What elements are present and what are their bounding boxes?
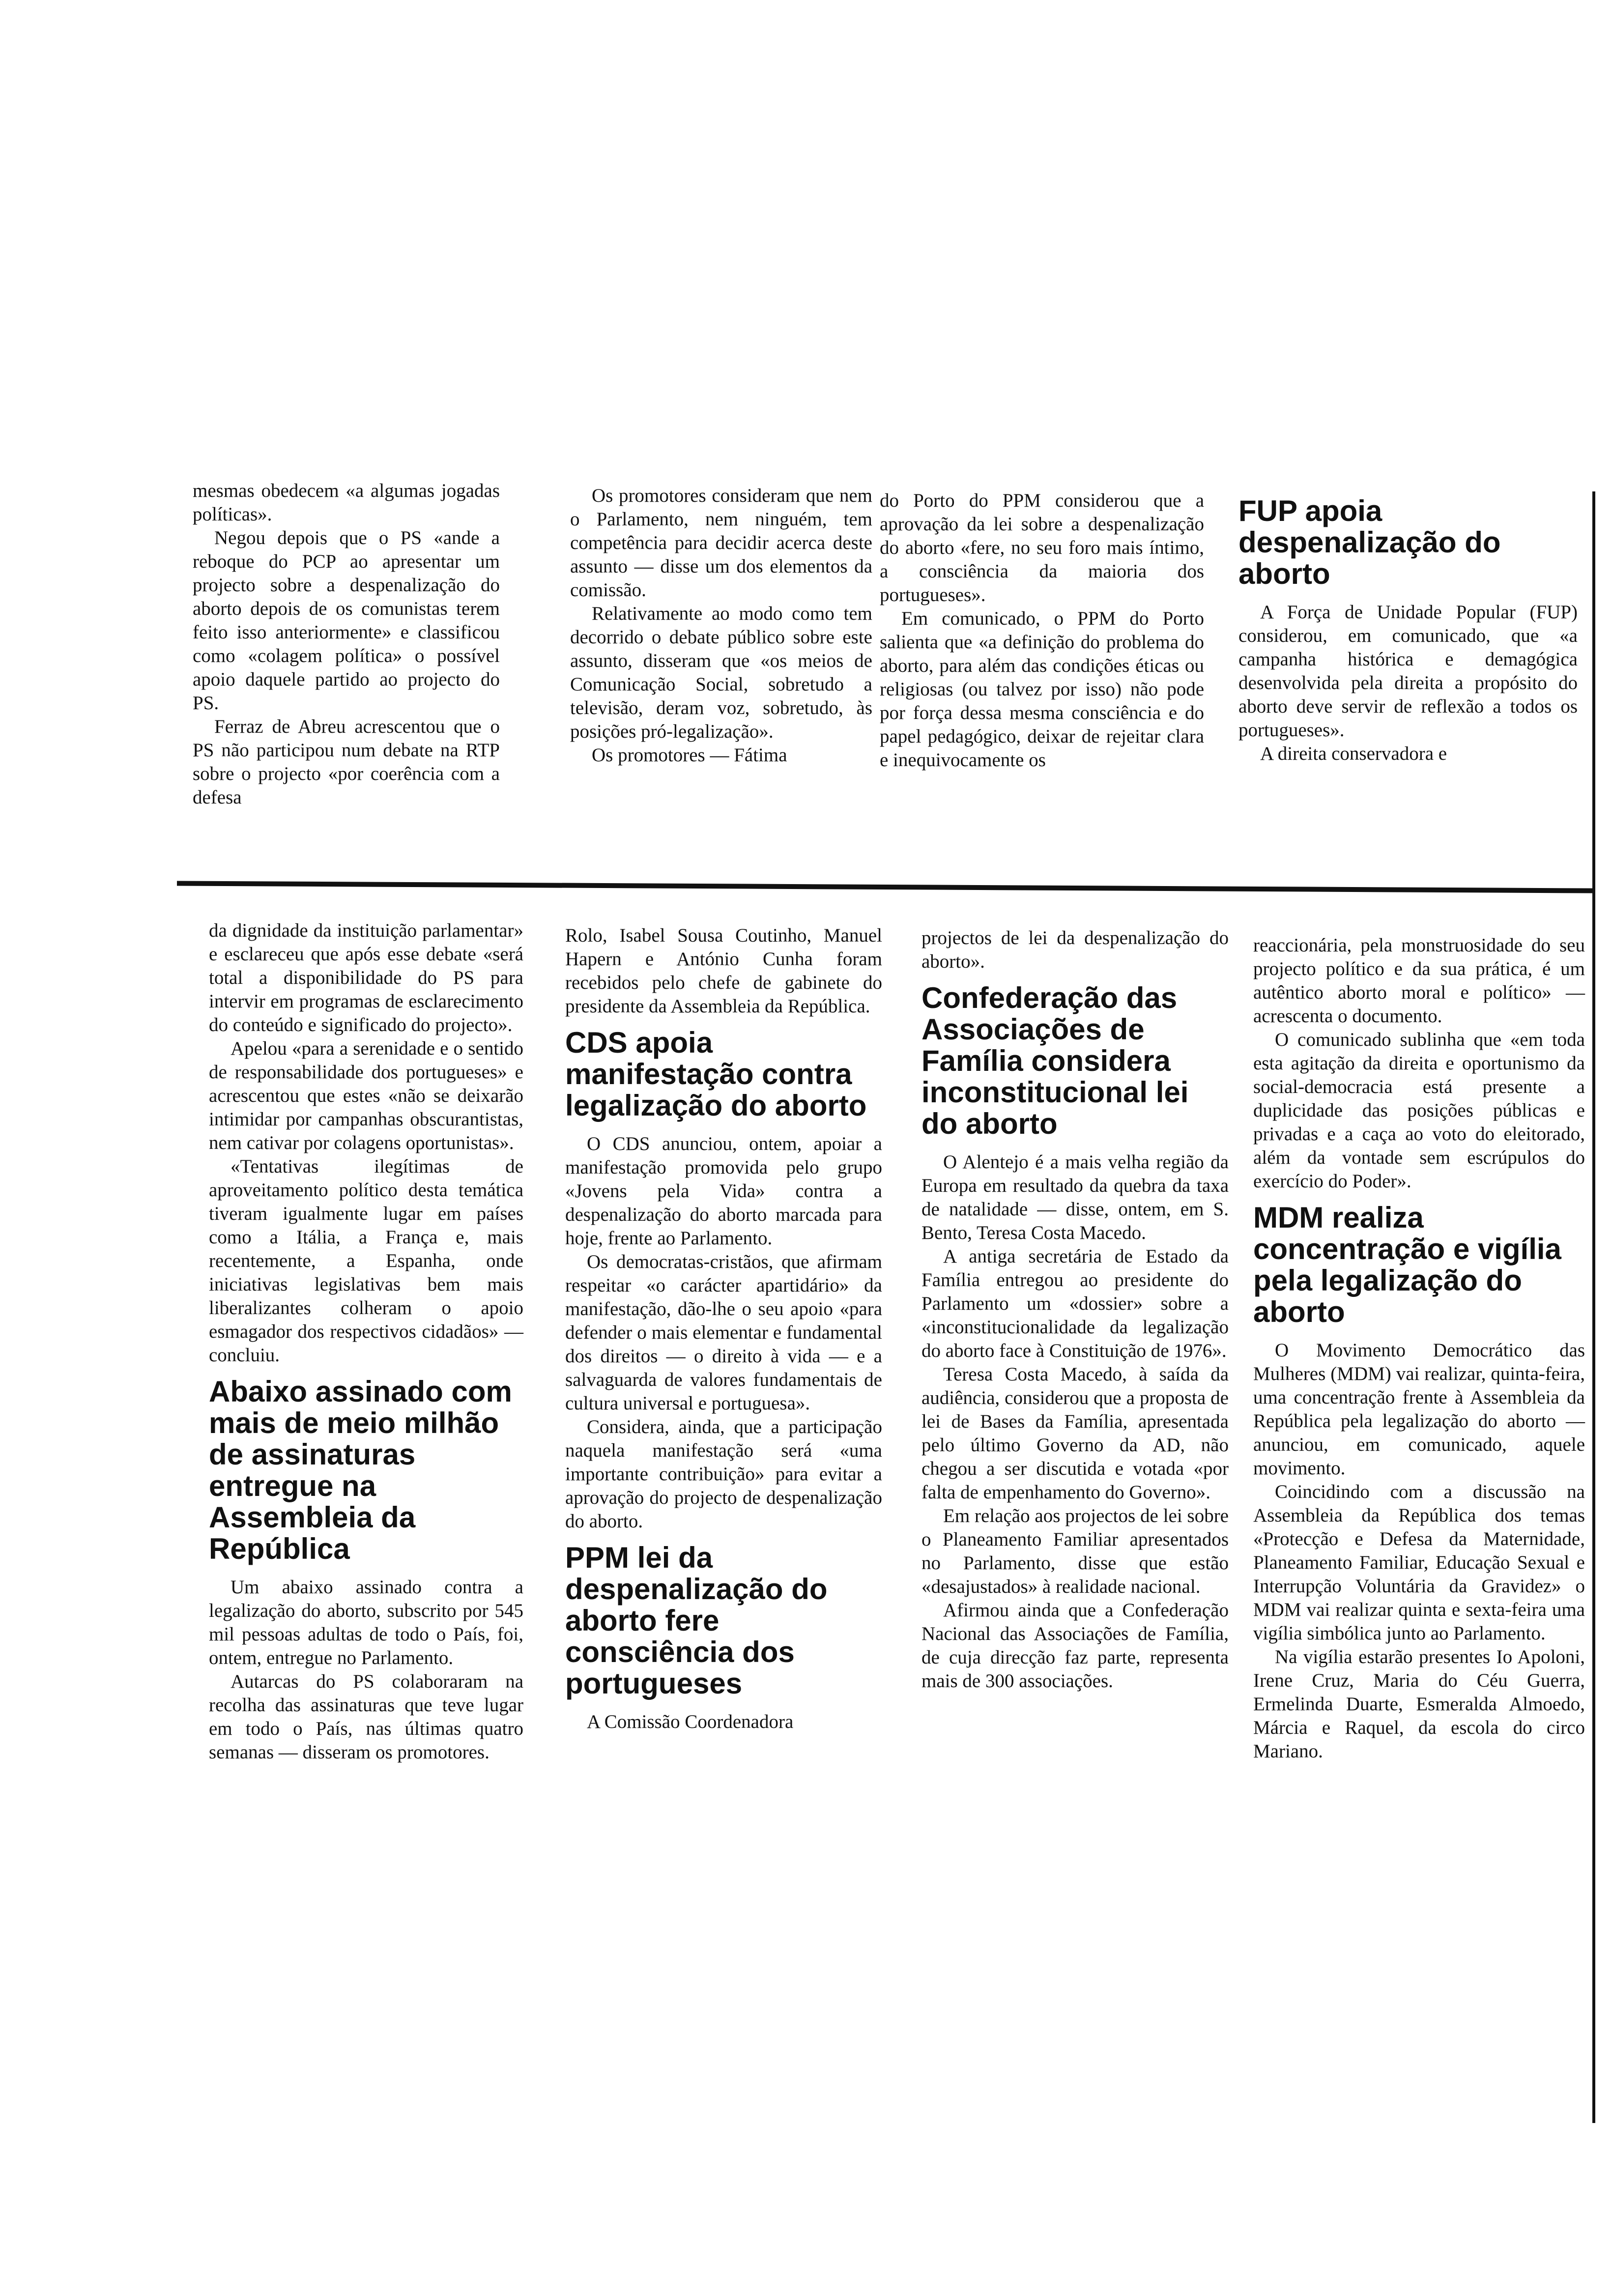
article-headline: MDM realiza concentração e vigília pela legalização do aborto — [1253, 1201, 1561, 1328]
top-column-4 — [1238, 487, 1578, 766]
right-border-rule — [1592, 491, 1595, 2123]
article-paragraph: Considera, ainda, que a participação naquela manifestação será «uma importante contribuição» para evitar a aprovação do projecto de despenalização do aborto. — [565, 1416, 882, 1532]
article-paragraph: da dignidade da instituição parlamentar» e esclareceu que após esse debate «será total a disponibilidade do PS para intervir em programas de esclarecimento do conteúdo e significado do projecto». — [209, 920, 523, 1035]
bottom-column-1 — [209, 919, 523, 1764]
article-paragraph: reaccionária, pela monstruosidade do seu projecto político e da sua prática, é um autêntico aborto moral e político» — acrescenta o documento. — [1253, 935, 1585, 1027]
article-paragraph: A antiga secretária de Estado da Família entregou ao presidente do Parlamento um «dossier» sobre a «inconstitucionalidade da legalização do aborto face à Constituição de 1976». — [921, 1246, 1229, 1361]
article-paragraph: A Comissão Coordenadora — [587, 1711, 794, 1732]
bottom-column-4 — [1253, 934, 1585, 1763]
article-paragraph: A direita conservadora e — [1260, 743, 1447, 764]
bottom-column-3 — [921, 926, 1229, 1693]
article-paragraph: Rolo, Isabel Sousa Coutinho, Manuel Hapern e António Cunha foram recebidos pelo chefe de gabinete do presidente da Assembleia da República. — [565, 925, 882, 1017]
article-paragraph: O Alentejo é a mais velha região da Europa em resultado da quebra da taxa de natalidade — disse, ontem, em S. Bento, Teresa Costa Macedo. — [921, 1151, 1229, 1243]
top-column-3 — [880, 489, 1204, 772]
article-paragraph: mesmas obedecem «a algumas jogadas políticas». — [193, 480, 500, 525]
article-paragraph: O Movimento Democrático das Mulheres (MDM) vai realizar, quinta-feira, uma concentração frente à Assembleia da República pela legalização do aborto — anunciou, em comunicado, aquele movimento. — [1253, 1340, 1585, 1479]
bottom-column-2 — [565, 924, 882, 1734]
article-paragraph: Relativamente ao modo como tem decorrido o debate público sobre este assunto, disseram que «os meios de Comunicação Social, sobretudo a televisão, deram voz, sobretudo, às posições pró-legalização». — [570, 603, 872, 742]
top-column-1 — [193, 479, 500, 809]
article-paragraph: Negou depois que o PS «ande a reboque do PCP ao apresentar um projecto sobre a despenalização do aborto depois de os comunistas terem feito isso anteriormente» e classificou como «colagem política» o possível apoio daquele partido ao projecto do PS. — [193, 527, 500, 714]
article-headline: Confederação das Associações de Família considera inconstitucional lei do aborto — [921, 981, 1189, 1140]
section-divider — [177, 881, 1592, 893]
article-headline: FUP apoia despenalização do aborto — [1238, 494, 1501, 590]
top-column-2 — [570, 484, 872, 767]
article-paragraph: Em relação aos projectos de lei sobre o Planeamento Familiar apresentados no Parlamento, disse que estão «desajustados» à realidade nacional. — [921, 1505, 1229, 1597]
article-paragraph: do Porto do PPM considerou que a aprovação da lei sobre a despenalização do aborto «fere, no seu foro mais íntimo, a consciência da maioria dos portugueses». — [880, 490, 1204, 605]
article-headline: CDS apoia manifestação contra legalização do aborto — [565, 1026, 867, 1122]
article-paragraph: Os democratas-cristãos, que afirmam respeitar «o carácter apartidário» da manifestação, dão-lhe o seu apoio «para defender o mais elementar e fundamental dos direitos — o direito à vida — e a salvaguarda de valores fundamentais de cultura universal e portuguesa». — [565, 1251, 882, 1414]
article-paragraph: Os promotores consideram que nem o Parlamento, nem ninguém, tem competência para decidir acerca deste assunto — disse um dos elementos da comissão. — [570, 485, 872, 601]
article-paragraph: Autarcas do PS colaboraram na recolha das assinaturas que teve lugar em todo o País, nas últimas quatro semanas — disseram os promotores. — [209, 1671, 523, 1763]
article-paragraph: Um abaixo assinado contra a legalização do aborto, subscrito por 545 mil pessoas adultas de todo o País, foi, ontem, entregue no Parlamento. — [209, 1577, 523, 1668]
article-paragraph: Os promotores — Fátima — [592, 745, 787, 766]
article-paragraph: «Tentativas ilegítimas de aproveitamento político desta temática tiveram igualmente lugar em países como a Itália, a França e, mais recentemente, a Espanha, onde iniciativas legislativas bem mais liberalizantes colheram o apoio esmagador dos respectivos cidadãos» — concluiu. — [209, 1156, 523, 1366]
article-paragraph: Teresa Costa Macedo, à saída da audiência, considerou que a proposta de lei de Bases da Família, apresentada pelo último Governo da AD, não chegou a ser discutida e votada «por falta de empenhamento do Governo». — [921, 1364, 1229, 1503]
article-paragraph: O comunicado sublinha que «em toda esta agitação da direita e oportunismo da social-democracia está presente a duplicidade das posições públicas e privadas e a caça ao voto do eleitorado, além da vontade sem escrúpulos do exercício do Poder». — [1253, 1029, 1585, 1192]
article-paragraph: Ferraz de Abreu acrescentou que o PS não participou num debate na RTP sobre o projecto «por coerência com a defesa — [193, 716, 500, 808]
article-paragraph: Em comunicado, o PPM do Porto salienta que «a definição do problema do aborto, para além das condições éticas ou religiosas (ou talvez por isso) não pode por força dessa mesma consciência e do papel pedagógico, deixar de rejeitar clara e inequivocamente os — [880, 608, 1204, 771]
article-paragraph: Afirmou ainda que a Confederação Nacional das Associações de Família, de cuja direcção faz parte, representa mais de 300 associações. — [921, 1600, 1229, 1692]
article-paragraph: O CDS anunciou, ontem, apoiar a manifestação promovida pelo grupo «Jovens pela Vida» contra a despenalização do aborto marcada para hoje, frente ao Parlamento. — [565, 1133, 882, 1249]
article-paragraph: Na vigília estarão presentes Io Apoloni, Irene Cruz, Maria do Céu Guerra, Ermelinda Duarte, Esmeralda Almoedo, Márcia e Raquel, da escola do circo Mariano. — [1253, 1646, 1585, 1762]
article-headline: PPM lei da despenalização do aborto fere consciência dos portugueses — [565, 1541, 828, 1700]
article-paragraph: Coincidindo com a discussão na Assembleia da República dos temas «Protecção e Defesa da Maternidade, Planeamento Familiar, Educação Sexual e Interrupção Voluntária da Gravidez» o MDM vai realizar quinta e sexta-feira uma vigília simbólica junto ao Parlamento. — [1253, 1481, 1585, 1644]
article-headline: Abaixo assinado com mais de meio milhão de assinaturas entregue na Assembleia da República — [209, 1375, 512, 1565]
article-paragraph: A Força de Unidade Popular (FUP) considerou, em comunicado, que «a campanha histórica e demagógica desenvolvida pela direita a propósito do aborto deve servir de reflexão a todos os portugueses». — [1238, 602, 1578, 741]
article-paragraph: Apelou «para a serenidade e o sentido de responsabilidade dos portugueses» e acrescentou que estes «não se deixarão intimidar por campanhas obscurantistas, nem cativar por colagens oportunistas». — [209, 1038, 523, 1153]
article-paragraph: projectos de lei da despenalização do aborto». — [921, 927, 1229, 972]
